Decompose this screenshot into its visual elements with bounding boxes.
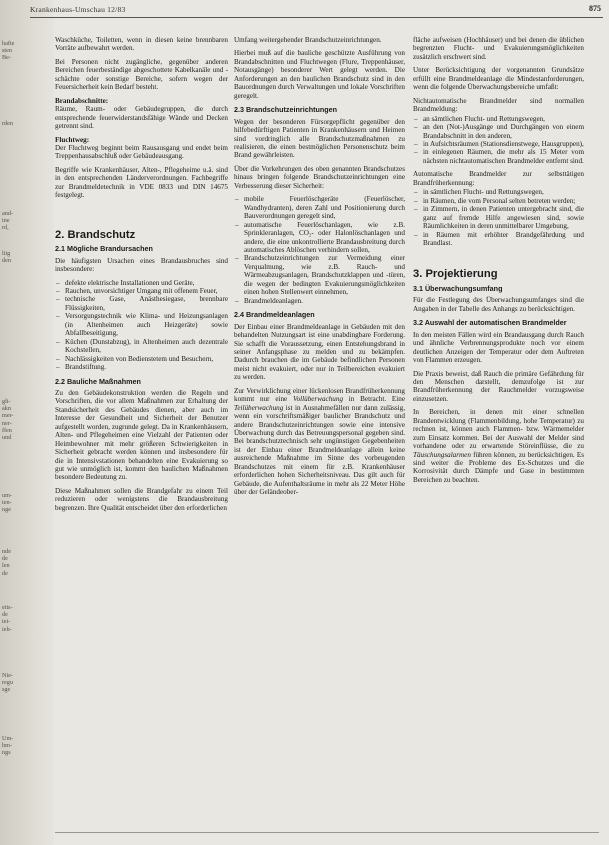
list-item: – Brandschutzeinrichtungen zur Vermeidung einer Verqualmung, wie z.B. Rauch- und Wärmeabzugsanlagen, Brandschutzklappen und -türen, die wegen der bedingten Evakuierungsmöglichkeiten einen hohen Stellenwert einnehmen, [244,254,405,296]
section-title-brandschutz: 2. Brandschutz [55,228,136,241]
header-rule [30,17,603,18]
column-right [413,36,584,489]
text-run: In Bereichen, in denen mit einer schnellen Brandentwicklung (Flammenbildung, hohe Temperatur) zu rechnen ist, können auch Flammen- bzw. Wärmemelder zum Einsatz kommen. Bei der Auswahl der Melder sind vorhandene oder zu erwartende Störeinflüsse, die zu [413,408,584,451]
text-run: ist in Ausnahmefällen nur dann zulässig, wenn ein vorschriftsmäßiger baulicher Brandschutz und andere Brandschutzeinrichtungen sowie eine intensive Überwachung durch das Betreuungspersonal gegeben sind. Bei brandschutztechnisch sehr ungünstigen Gegebenheiten ist der Einbau einer Brandmeldeanlage allein keine ausreichende Maßnahme im Sinne des vorbeugenden Brandschutzes mit einem für z.B. Krankenhäuser erforderlichen hohen Sicherheitsniveau. Das gilt auch für Gebäude, die Aufenthaltsräume in mehr als 22 Meter Höhe über der Geländeober- [234,403,405,497]
definition [55,97,228,131]
text-run: führen können, zu berücksichtigen. Es sind weiter die Probleme des Ex-Schutzes und die Korrosivität durch Dämpfe und Gase in bestimmten Bereichen zu beachten. [413,450,584,484]
list-item: – in Aufsichtsräumen (Stationsdienstwege, Hausgruppen), [423,140,584,148]
definition-text: Räume, Raum- oder Gebäudegruppen, die durch entsprechende feuerwiderstandsfähige Wände und Decken getrennt sind. [55,105,228,131]
list-item: – in Räumen, die vom Personal selten betreten werden; [423,197,584,205]
gutter-fragment: Um- hm- ngs [2,735,14,757]
gutter-fragment: eits- de tei- ieh- [2,604,13,633]
page-header [0,0,609,20]
list-item: – technische Gase, Anästhesiegase, brennbare Flüssigkeiten, [65,295,228,312]
paragraph: Der Einbau einer Brandmeldeanlage in Gebäuden mit den behandelten Nutzungsart ist eine unabdingbare Forderung. Sie schafft die Voraussetzung, einen Entstehungsbrand in seiner Anfangsphase zu melden und zu bekämpfen. Dadurch brauchen die im Gebäude befindlichen Personen meist nicht evakuiert, oder nur in Teilbereichen evakuiert zu werden. [234,322,405,382]
paragraph: Zu den Gebäudekonstruktion werden die Regeln und Vorschriften, die vor allem Maßnahmen zur Erhaltung der Standsicherheit des Gebäudes dienen, aber auch im Interesse der Gesundheit und Sicherheit der Benutzer aufgestellt worden, zugrunde gelegt. Da in Krankenhäusern, Alten- und Pflegeheimen eine Vielzahl der Patienten oder Heimbewohner mit mehr größeren Schwierigkeiten in Sicherheit gebracht werden können und insbesondere für die in Intensivstationen behandelten eine Evakuierung so gut wie unmöglich ist, kommt den baulichen Maßnahmen besondere Bedeutung zu. [55,388,228,482]
list-item: – defekte elektrische Installationen und Geräte, [65,279,228,287]
definition-text: Der Fluchtweg beginnt beim Rausausgang und endet beim Treppenhausabschluß oder Gebäudeausgang. [55,143,228,161]
spacer [55,205,228,231]
manual-detector-list [413,115,584,166]
list-item: – Küchen (Dunstabzug), in Altenheimen auch dezentrale Kochstellen, [65,338,228,355]
paragraph: fläche aufweisen (Hochhäuser) und bei denen die üblichen begrenzten Flucht- und Evakuierungsmöglichkeiten zusätzlich erschwert sind. [413,36,584,61]
definition-term: Fluchtweg: [55,135,90,144]
column-middle [234,36,405,502]
paragraph: Waschküche, Toiletten, wenn in diesen keine brennbaren Vorräte aufbewahrt werden. [55,36,228,53]
page-number: 875 [589,4,601,13]
paragraph: Wegen der besonderen Fürsorgepflicht gegenüber den hilfebedürftigen Patienten in Krankenhäusern und Heimen sind vordringlich alle Brandschutzmaßnahmen zu realisieren, die einen bestmöglichen Personenschutz beim Brand gewährleisten. [234,117,405,160]
paragraph: Hierbei muß auf die bauliche geschützte Ausführung von Brandabschnitten und Fluchtwegen (Flure, Treppenhäuser, Notausgänge) besonderer Wert gelegt werden. Die Anforderungen an den baulichen Brandschutz sind in den Bauordnungen durch Verwaltungen und lokale Vorschriften geregelt. [234,49,405,100]
section-title-projektierung: 3. Projektierung [413,268,498,281]
gutter-fragment: gli- akn mer- ner- ffen und [2,398,14,442]
automatic-detector-list [413,188,584,247]
gutter-fragment: Nie- regu sge [2,672,13,694]
definition [55,136,228,161]
list-item: – Brandstiftung. [65,363,228,371]
list-item: – in sämtlichen Flucht- und Rettungswegen, [423,188,584,196]
paragraph: Nichtautomatische Brandmelder sind normallen Brandmeldung: [413,96,584,114]
list-item: – Brandmeldeanlagen. [244,297,405,305]
bottom-rule [55,832,599,833]
gutter-fragment: hafte sten Be- [2,40,15,62]
paragraph: Umfang weitergehender Brandschutzeinrichtungen. [234,36,382,44]
subsection-title: 3.1 Überwachungsumfang [413,283,503,293]
paragraph: Unter Berücksichtigung der vorgenannten Grundsätze erfüllt eine Brandmeldeanlage die Mindestanforderungen, wenn die folgende Überwachungsbereiche umfaßt: [413,66,584,92]
paragraph: Diese Maßnahmen sollen die Brandgefahr zu einem Teil reduzieren oder wenigstens die Brandausbreitung begrenzen. Ihre Qualität entscheidet über den erforderlichen [55,486,228,512]
list-item: – Nachlässigkeiten von Bedienstetem und Besuchern, [65,355,228,363]
measures-list [234,195,405,305]
paragraph [413,408,584,484]
subsection-title: 2.1 Mögliche Brandursachen [55,244,153,254]
list-item: – in einlegenen Räumen, die mehr als 15 Meter vom nächsten nichtautomatischen Brandmelder entfernt sind. [423,148,584,165]
paragraph [234,387,405,497]
gutter-fragment: um- ten- nge [2,492,12,514]
gutter-fragment: and- ine rd, [2,210,13,232]
list-item: – Rauchen, unvorsichtiger Umgang mit offenem Feuer, [65,287,228,295]
text-run: in Betracht. Eine [343,395,406,404]
cause-list [55,279,228,372]
left-margin-bleed [0,0,54,845]
definition-term: Brandabschnitte: [55,96,109,105]
list-item: – an sämtlichen Flucht- und Rettungswegen, [423,115,584,123]
paragraph: In den meisten Fällen wird ein Brandausgang durch Rauch und ähnliche Verbrennungsprodukte noch vor einem deutlichen Anzeigen der Temperatur oder dem Auftreten von Flammen erzeugen. [413,330,584,365]
text-run: Zur Verwirklichung einer lückenlosen Brandfrüherkennung kommt nur eine [234,386,405,404]
paragraph: Bei Personen nicht zugängliche, gegenüber anderen Bereichen feuerbeständige abgeschottete Kabelkanäle und -schächte oder sonstige Bereiche, sofern wegen der Feuersicherheit kein Bedarf besteht. [55,57,228,92]
emphasis: Teilüberwachung [234,403,284,412]
journal-title: Krankenhaus-Umschau 12/83 [30,5,126,14]
gutter-fragment: nde de len de [2,548,11,577]
list-item: – Versorgungstechnik wie Klima- und Heizungsanlagen (in Altenheimen auch Heizgeräte) sowie Abfallbeseitigung, [65,312,228,337]
list-item: – automatische Feuerlöschanlagen, wie z.B. Sprinkleranlagen, CO₂- oder Halonlöschanlagen und andere, die eine unkontrollierte Brandausbreitung durch automatisches Ablöschen verhindern sollen, [244,221,405,255]
list-item: – in Räumen mit erhöhter Brandgefährdung und Brandlast. [423,231,584,248]
subsection-title: 2.3 Brandschutzeinrichtungen [234,105,338,115]
paragraph: Die Praxis beweist, daß Rauch die primäre Gefährdung für den Menschen darstellt, demzufolge ist zur Brandfrüherkennung der Rauchmelder vorzugsweise einzusetzen. [413,369,584,403]
list-item: – mobile Feuerlöschgeräte (Feuerlöscher, Wandhydranten), deren Zahl und Positionierung durch Bauverordnungen geregelt sind, [244,195,405,220]
list-item: – an den (Not-)Ausgänge und Durchgängen von einem Brandabschnitt in den anderen, [423,123,584,140]
gutter-fragment: ltig den [2,250,11,265]
paragraph: Über die Vorkehrungen des oben genannten Brandschutzes hinaus bringen folgende Brandschutzeinrichtungen eine Verbesserung dieser Sicherheit: [234,164,405,190]
subsection-title: 3.2 Auswahl der automatischen Brandmelder [413,318,567,328]
column-left [55,36,228,517]
paragraph: Automatische Brandmelder zur selbsttätigen Brandfrüherkennung: [413,170,584,187]
emphasis: Vollüberwachung [293,395,344,404]
emphasis: Täuschungsalarmen [413,450,471,459]
paragraph: Die häufigsten Ursachen eines Brandausbruches sind insbesondere: [55,256,228,274]
paragraph: Für die Festlegung des Überwachungsumfanges sind die Angaben in der Tabelle des Anhangs zu berücksichtigen. [413,296,584,313]
subsection-title: 2.4 Brandmeldeanlagen [234,310,315,320]
paragraph: Begriffe wie Krankenhäuser, Alten-, Pflegeheime u.ä. sind in den entsprechenden Länderverordnungen. Fachbegriffe zur Brandmeldetechnik in VDE 0833 und DIN 14675 festgelegt. [55,165,228,200]
gutter-fragment: rden [2,120,13,127]
list-item: – in Zimmern, in denen Patienten untergebracht sind, die ganz auf fremde Hilfe angewiesen sind, sowie Räumlichkeiten in deren unmittelbarer Umgebung, [423,205,584,230]
subsection-title: 2.2 Bauliche Maßnahmen [55,376,141,386]
